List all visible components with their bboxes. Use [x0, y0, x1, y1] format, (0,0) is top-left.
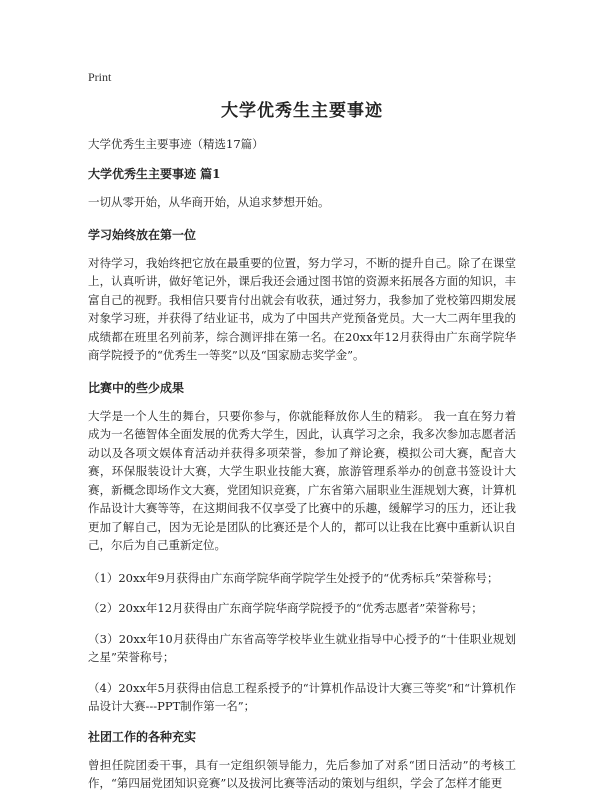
- page-title: 大学优秀生主要事迹: [221, 101, 383, 121]
- club-paragraph: 曾担任院团委干事，具有一定组织领导能力，先后参加了对系“团日活动”的考核工作，“第四届党团知识竞赛”以及拔河比赛等活动的策划与组织，学会了怎样才能更: [88, 757, 516, 790]
- award-item: （4）20xx年5月获得由信息工程系授予的“计算机作品设计大赛三等奖”和“计算机作品设计大赛---PPT制作第一名”；: [88, 680, 516, 713]
- competition-heading: 比赛中的些少成果: [88, 380, 185, 395]
- intro-paragraph: 一切从零开始，从华商开始，从追求梦想开始。: [88, 195, 330, 209]
- print-link[interactable]: Print: [88, 70, 112, 84]
- study-heading: 学习始终放在第一位: [88, 227, 197, 242]
- award-item: （2）20xx年12月获得由广东商学院华商学院授予的“优秀志愿者”荣誉称号；: [88, 601, 483, 615]
- club-heading: 社团工作的各种充实: [88, 729, 197, 744]
- award-item: （1）20xx年9月获得由广东商学院华商学院学生处授予的“优秀标兵”荣誉称号；: [88, 570, 499, 585]
- award-item: （3）20xx年10月获得由广东省高等学校毕业生就业指导中心授予的“十佳职业规划之星”荣誉称号；: [88, 631, 516, 664]
- subtitle: 大学优秀生主要事迹（精选17篇）: [88, 137, 264, 151]
- competition-paragraph: 大学是一个人生的舞台，只要你参与，你就能释放你人生的精彩。 我一直在努力着成为一名德智体全面发展的优秀大学生，因此，认真学习之余，我多次参加志愿者活动以及各项文娱体育活动并获得多项荣誉，参加了辩论赛，模拟公司大赛，配音大赛，环保服装设计大赛，大学生职业技能大赛，旅游管理系举办的创意书签设计大赛，新概念即场作文大赛，党团知识竞赛，广东省第六届职业生涯规划大赛，计算机作品设计大赛等等，在这期间我不仅享受了比赛中的乐趣，缓解学习的压力，还让我更加了解自己，因为无论是团队的比赛还是个人的，都可以让我在比赛中重新认识自己，尔后为自己重新定位。: [88, 408, 516, 552]
- study-paragraph: 对待学习，我始终把它放在最重要的位置，努力学习，不断的提升自己。除了在课堂上，认真听讲，做好笔记外，课后我还会通过图书馆的资源来拓展各方面的知识，丰富自己的视野。我相信只要肯付出就会有收获，通过努力，我参加了党校第四期发展对象学习班，并获得了结业证书，成为了中国共产党预备党员。大一大二两年里我的成绩都在班里名列前茅，综合测评排在第一名。在20xx年12月获得由广东商学院华商学院授予的“优秀生一等奖”以及“国家励志奖学金”。: [88, 255, 516, 362]
- document-body: [88, 96, 516, 807]
- section-title: 大学优秀生主要事迹 篇1: [88, 167, 221, 181]
